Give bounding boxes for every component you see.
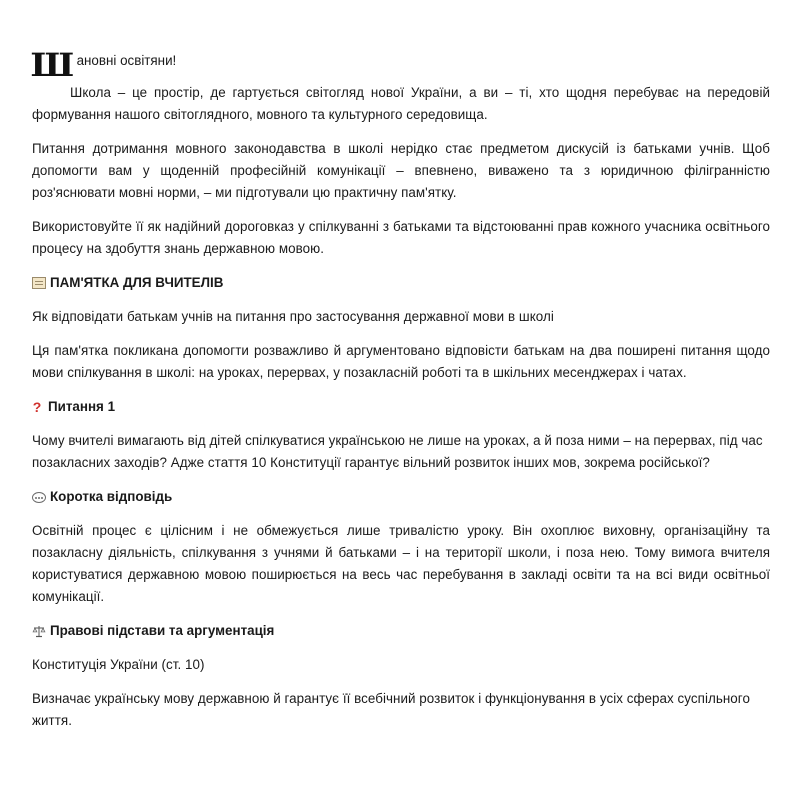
legal-heading <box>32 620 770 642</box>
legal-source: Конституція України (ст. 10) <box>32 657 205 672</box>
memo-intro: Ця пам'ятка покликана допомогти розважливо й аргументовано відповісти батькам на два поширені питання щодо мови спілкування в школі: на уроках, перервах, у позакласній роботі та в шкільних месенджерах і чатах. <box>32 343 770 380</box>
memo-heading <box>32 272 770 294</box>
notebook-icon <box>32 277 46 289</box>
memo-title: ПАМ'ЯТКА ДЛЯ ВЧИТЕЛІВ <box>50 275 224 290</box>
drop-cap-letter: Ш <box>30 46 75 84</box>
question-1-text: Чому вчителі вимагають від дітей спілкуватися українською не лише на уроках, а й поза ними – на перервах, під час позакласних заходів? Адже стаття 10 Конституції гарантує вільний розвиток інших мов, зокрема російської? <box>32 433 763 470</box>
legal-title: Правові підстави та аргументація <box>50 623 275 638</box>
short-answer-title: Коротка відповідь <box>50 489 173 504</box>
document-page <box>32 38 770 732</box>
greeting-text: ановні освітяни! <box>76 53 177 68</box>
short-answer-heading <box>32 486 770 508</box>
legal-text: Визначає українську мову державною й гарантує її всебічний розвиток і функціонування в усіх сферах суспільного життя. <box>32 691 750 728</box>
intro-paragraph-2: Питання дотримання мовного законодавства в школі нерідко стає предметом дискусій із батьками учнів. Щоб допомогти вам у щоденній професійній комунікації – впевнено, виважено та з юридичною філігранністю роз'яснювати мовні норми, – ми підготували цю практичну пам'ятку. <box>32 141 770 200</box>
memo-subtitle: Як відповідати батькам учнів на питання про застосування державної мови в школі <box>32 309 554 324</box>
intro-paragraph-3: Використовуйте її як надійний дороговказ у спілкуванні з батьками та відстоюванні прав кожного учасника освітнього процесу на здобуття знань державною мовою. <box>32 219 770 256</box>
short-answer-text: Освітній процес є цілісним і не обмежується лише тривалістю уроку. Він охоплює виховну, організаційну та позакласну діяльність, спілкування з учнями й батьками – і на території школи, і поза нею. Тому вимога вчителя користуватися державною мовою поширюється на весь час перебування в закладі освіти та на всі види освітньої комунікації. <box>32 523 770 604</box>
question-mark-icon: ? <box>32 399 42 415</box>
question-1-heading <box>32 396 770 418</box>
intro-paragraph-1: Школа – це простір, де гартується світогляд нової України, а ви – ті, хто щодня перебуває на передовій формування нашого світоглядного, мовного та культурного середовища. <box>32 85 770 122</box>
greeting <box>30 38 770 84</box>
question-1-title: Питання 1 <box>48 399 116 414</box>
scales-icon <box>32 624 46 638</box>
speech-bubble-icon <box>32 492 46 503</box>
